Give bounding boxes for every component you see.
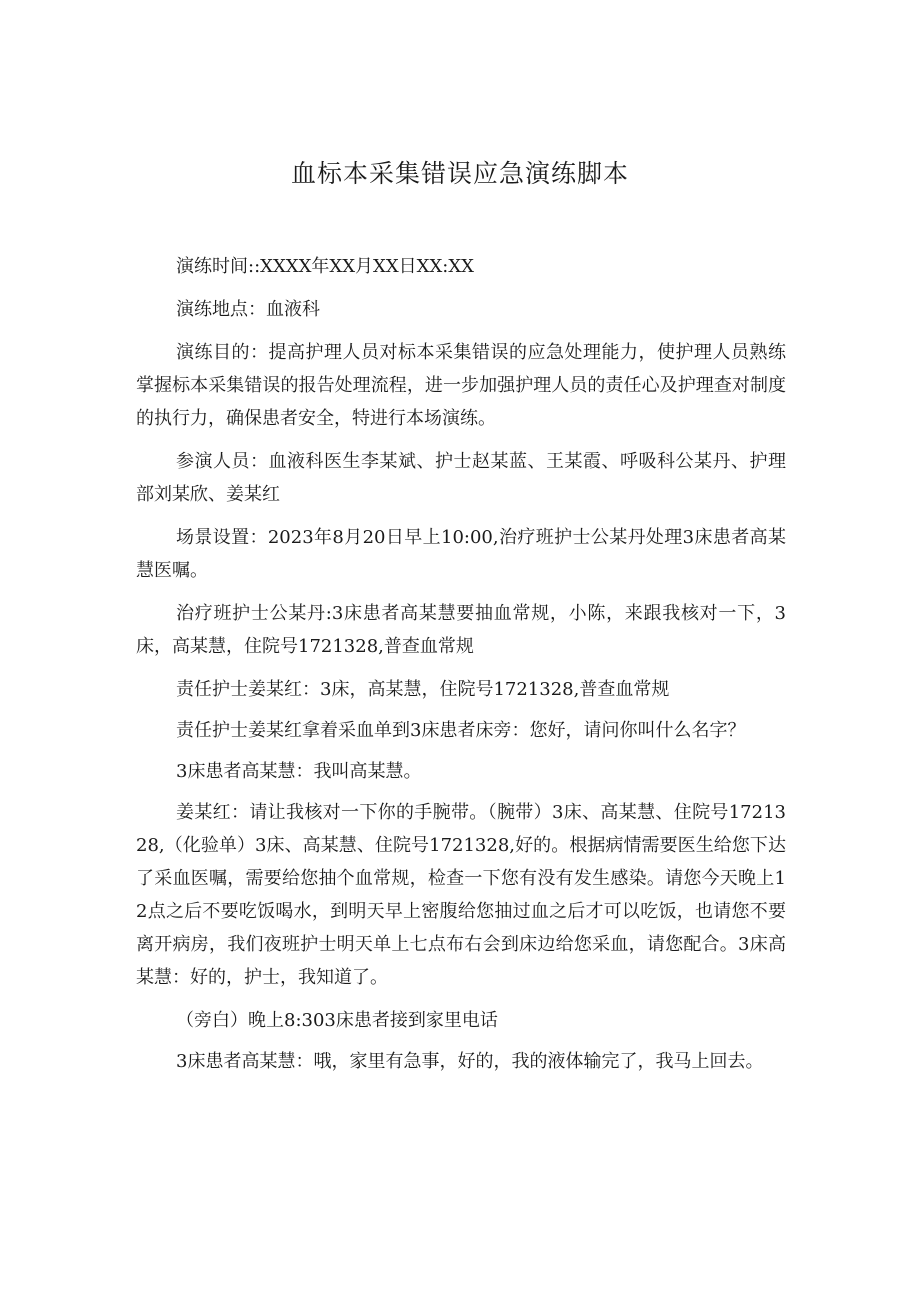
paragraph-drill-time: 演练时间::XXXX年XX月XX日XX:XX: [176, 256, 474, 277]
paragraph-scene-setup: 场景设置：2023年8月20日早上10:00,治疗班护士公某丹处理3床患者高某慧医嘱。: [136, 527, 786, 581]
paragraph-participants: 参演人员：血液科医生李某斌、护士赵某蓝、王某霞、呼吸科公某丹、护理部刘某欣、姜某红: [136, 451, 786, 505]
paragraph-dialogue-6: 3床患者高某慧：哦，家里有急事，好的，我的液体输完了，我马上回去。: [176, 1051, 764, 1072]
paragraph-drill-purpose: 演练目的：提高护理人员对标本采集错误的应急处理能力，使护理人员熟练掌握标本采集错误的报告处理流程，进一步加强护理人员的责任心及护理查对制度的执行力，确保患者安全，特进行本场演练。: [136, 342, 786, 429]
paragraph-drill-location: 演练地点：血液科: [176, 299, 320, 320]
paragraph-dialogue-2: 责任护士姜某红：3床，高某慧，住院号1721328,普查血常规: [176, 679, 670, 700]
paragraph-narration: （旁白）晚上8:303床患者接到家里电话: [176, 1010, 498, 1031]
paragraph-dialogue-4: 3床患者高某慧：我叫高某慧。: [176, 761, 422, 782]
document-body: [136, 250, 786, 1088]
paragraph-dialogue-1: 治疗班护士公某丹:3床患者高某慧要抽血常规，小陈，来跟我核对一下，3床，高某慧，住院号1721328,普查血常规: [136, 603, 786, 657]
document-title: 血标本采集错误应急演练脚本: [290, 159, 629, 188]
paragraph-dialogue-5: 姜某红：请让我核对一下你的手腕带。（腕带）3床、高某慧、住院号1721328,（化验单）3床、高某慧、住院号1721328,好的。根据病情需要医生给您下达了采血医嘱，需要给您抽个血常规，检查一下您有没有发生感染。请您今天晚上12点之后不要吃饭喝水，到明天早上密腹给您抽过血之后才可以吃饭，也请您不要离开病房，我们夜班护士明天单上七点布右会到床边给您采血，请您配合。3床高某慧：好的，护士，我知道了。: [136, 802, 786, 988]
paragraph-dialogue-3: 责任护士姜某红拿着采血单到3床患者床旁：您好，请问你叫什么名字？: [176, 720, 746, 741]
